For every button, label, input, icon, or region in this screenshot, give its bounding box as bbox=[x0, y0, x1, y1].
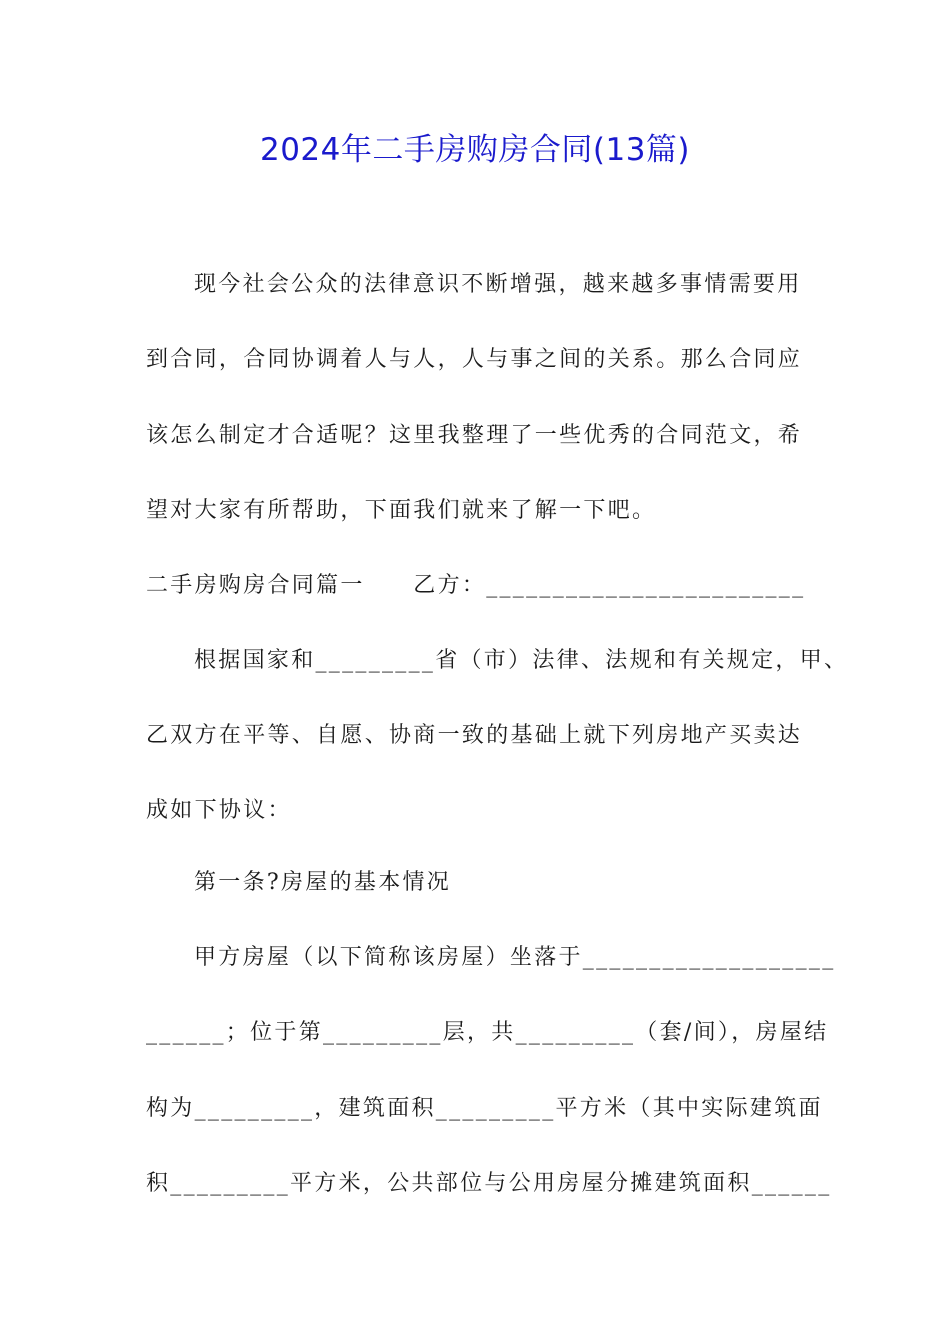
page-title: 2024年二手房购房合同(13篇) bbox=[259, 132, 691, 168]
paragraph-line: 积_________平方米，公共部位与公用房屋分摊建筑面积______ bbox=[146, 1171, 832, 1196]
paragraph-line: 根据国家和_________省（市）法律、法规和有关规定，甲、 bbox=[194, 648, 849, 673]
paragraph-line: 望对大家有所帮助，下面我们就来了解一下吧。 bbox=[146, 498, 657, 523]
paragraph-line: 甲方房屋（以下简称该房屋）坐落于___________________ bbox=[194, 945, 836, 970]
paragraph-line: 乙双方在平等、自愿、协商一致的基础上就下列房地产买卖达 bbox=[146, 723, 803, 748]
paragraph-line: 构为_________，建筑面积_________平方米（其中实际建筑面 bbox=[146, 1096, 823, 1121]
paragraph-line: ______；位于第_________层，共_________（套/间），房屋结 bbox=[146, 1020, 829, 1045]
paragraph-line: 现今社会公众的法律意识不断增强，越来越多事情需要用 bbox=[194, 272, 802, 297]
paragraph-line: 到合同，合同协调着人与人，人与事之间的关系。那么合同应 bbox=[146, 347, 803, 372]
paragraph-line: 该怎么制定才合适呢？这里我整理了一些优秀的合同范文，希 bbox=[146, 423, 803, 448]
paragraph-line: 成如下协议： bbox=[146, 798, 292, 823]
section-heading-line: 二手房购房合同篇一 乙方：________________________ bbox=[146, 573, 806, 598]
article-heading: 第一条?房屋的基本情况 bbox=[194, 870, 452, 895]
